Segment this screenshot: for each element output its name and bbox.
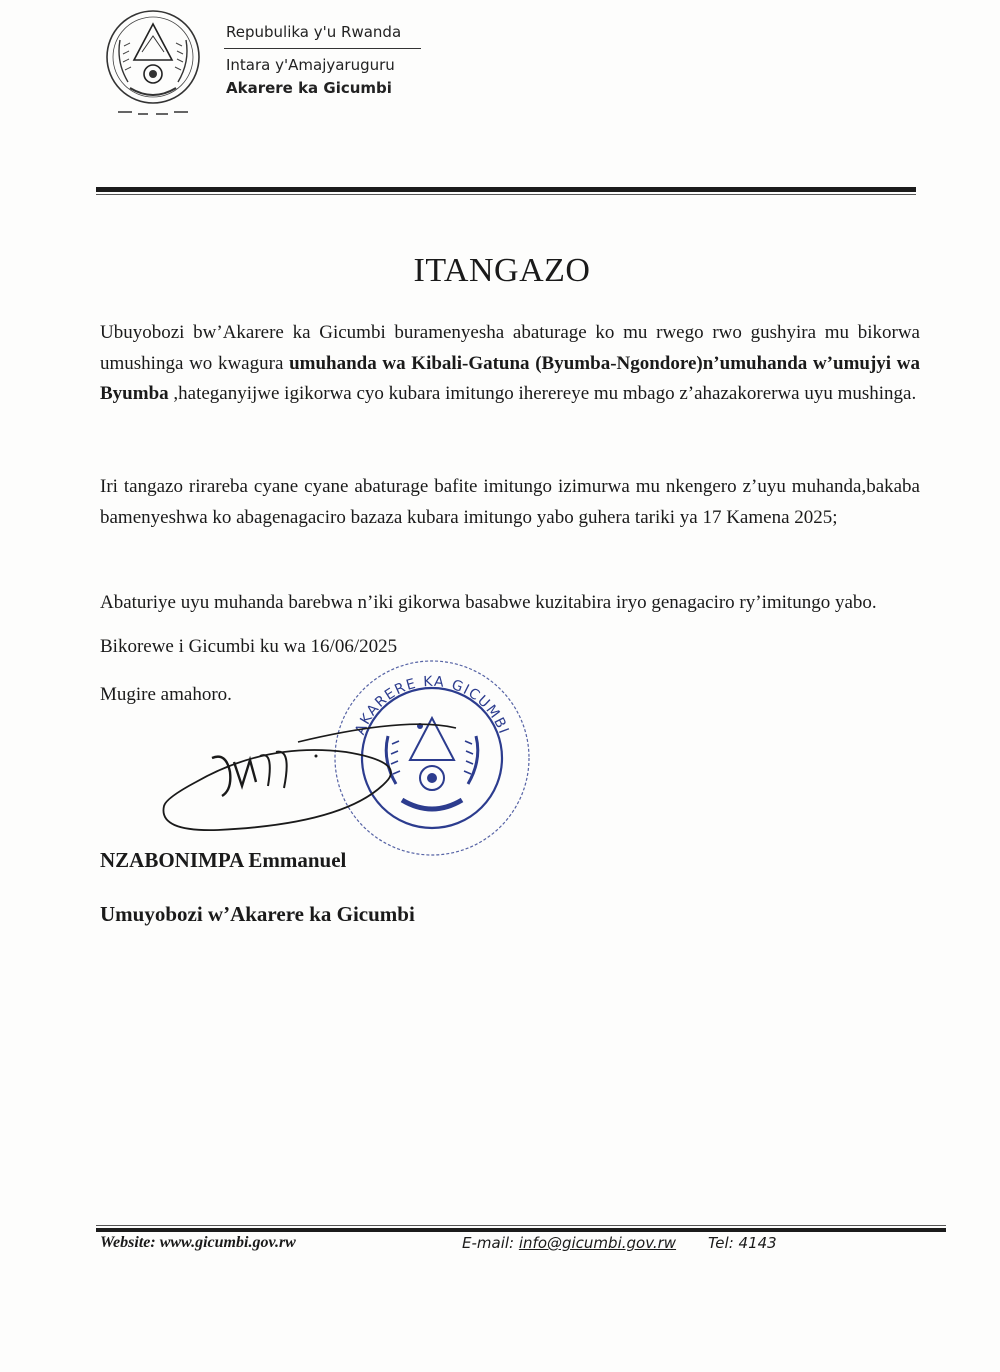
footer-website[interactable]: Website: www.gicumbi.gov.rw — [100, 1234, 296, 1251]
letterhead-province: Intara y'Amajyaruguru — [226, 56, 395, 74]
footer-email-link[interactable]: info@gicumbi.gov.rw — [518, 1234, 677, 1252]
footer-tel: Tel: 4143 — [708, 1234, 777, 1252]
footer-rule-thin — [96, 1225, 946, 1226]
rwanda-coat-of-arms-icon — [98, 2, 208, 126]
date-line: Bikorewe i Gicumbi ku wa 16/06/2025 — [100, 636, 398, 657]
stamp-text: AKARERE KA GICUMBI — [352, 673, 512, 738]
footer-email-label: E-mail: — [462, 1234, 519, 1252]
greeting: Mugire amahoro. — [100, 684, 232, 705]
document-title: ITANGAZO — [413, 252, 591, 289]
header-rule-thin — [96, 194, 916, 195]
paragraph-1: Ubuyobozi bw’Akarere ka Gicumbi buramenyesha abaturage ko mu rwego rwo gushyira mu bikorwa umushinga wo kwagura umuhanda wa Kibali-Gatuna (Byumba-Ngondore)n’umuhanda w’umujyi wa Byumba ,hateganyijwe igikorwa cyo kubara imitungo iherereye mu mbago z’ahazakorerwa uyu mushinga. — [100, 322, 920, 404]
signer-title: Umuyobozi w’Akarere ka Gicumbi — [100, 902, 415, 926]
signature-mark — [156, 712, 516, 842]
footer-rule — [96, 1228, 946, 1232]
footer-email — [462, 1234, 676, 1252]
paragraph-3: Abaturiye uyu muhanda barebwa n’iki gikorwa basabwe kuzitabira iryo genagaciro ry’imitungo yabo. — [100, 592, 877, 613]
letterhead-district: Akarere ka Gicumbi — [226, 79, 392, 97]
letterhead-divider — [224, 48, 421, 49]
signer-name: NZABONIMPA Emmanuel — [100, 848, 347, 872]
header-rule — [96, 187, 916, 192]
letterhead-country: Repubulika y'u Rwanda — [226, 23, 402, 41]
paragraph-2: Iri tangazo rirareba cyane cyane abaturage bafite imitungo izimurwa mu nkengero z’uyu muhanda,bakaba bamenyeshwa ko abagenagaciro bazaza kubara imitungo yabo guhera tariki ya 17 Kamena 2025; — [100, 476, 920, 528]
